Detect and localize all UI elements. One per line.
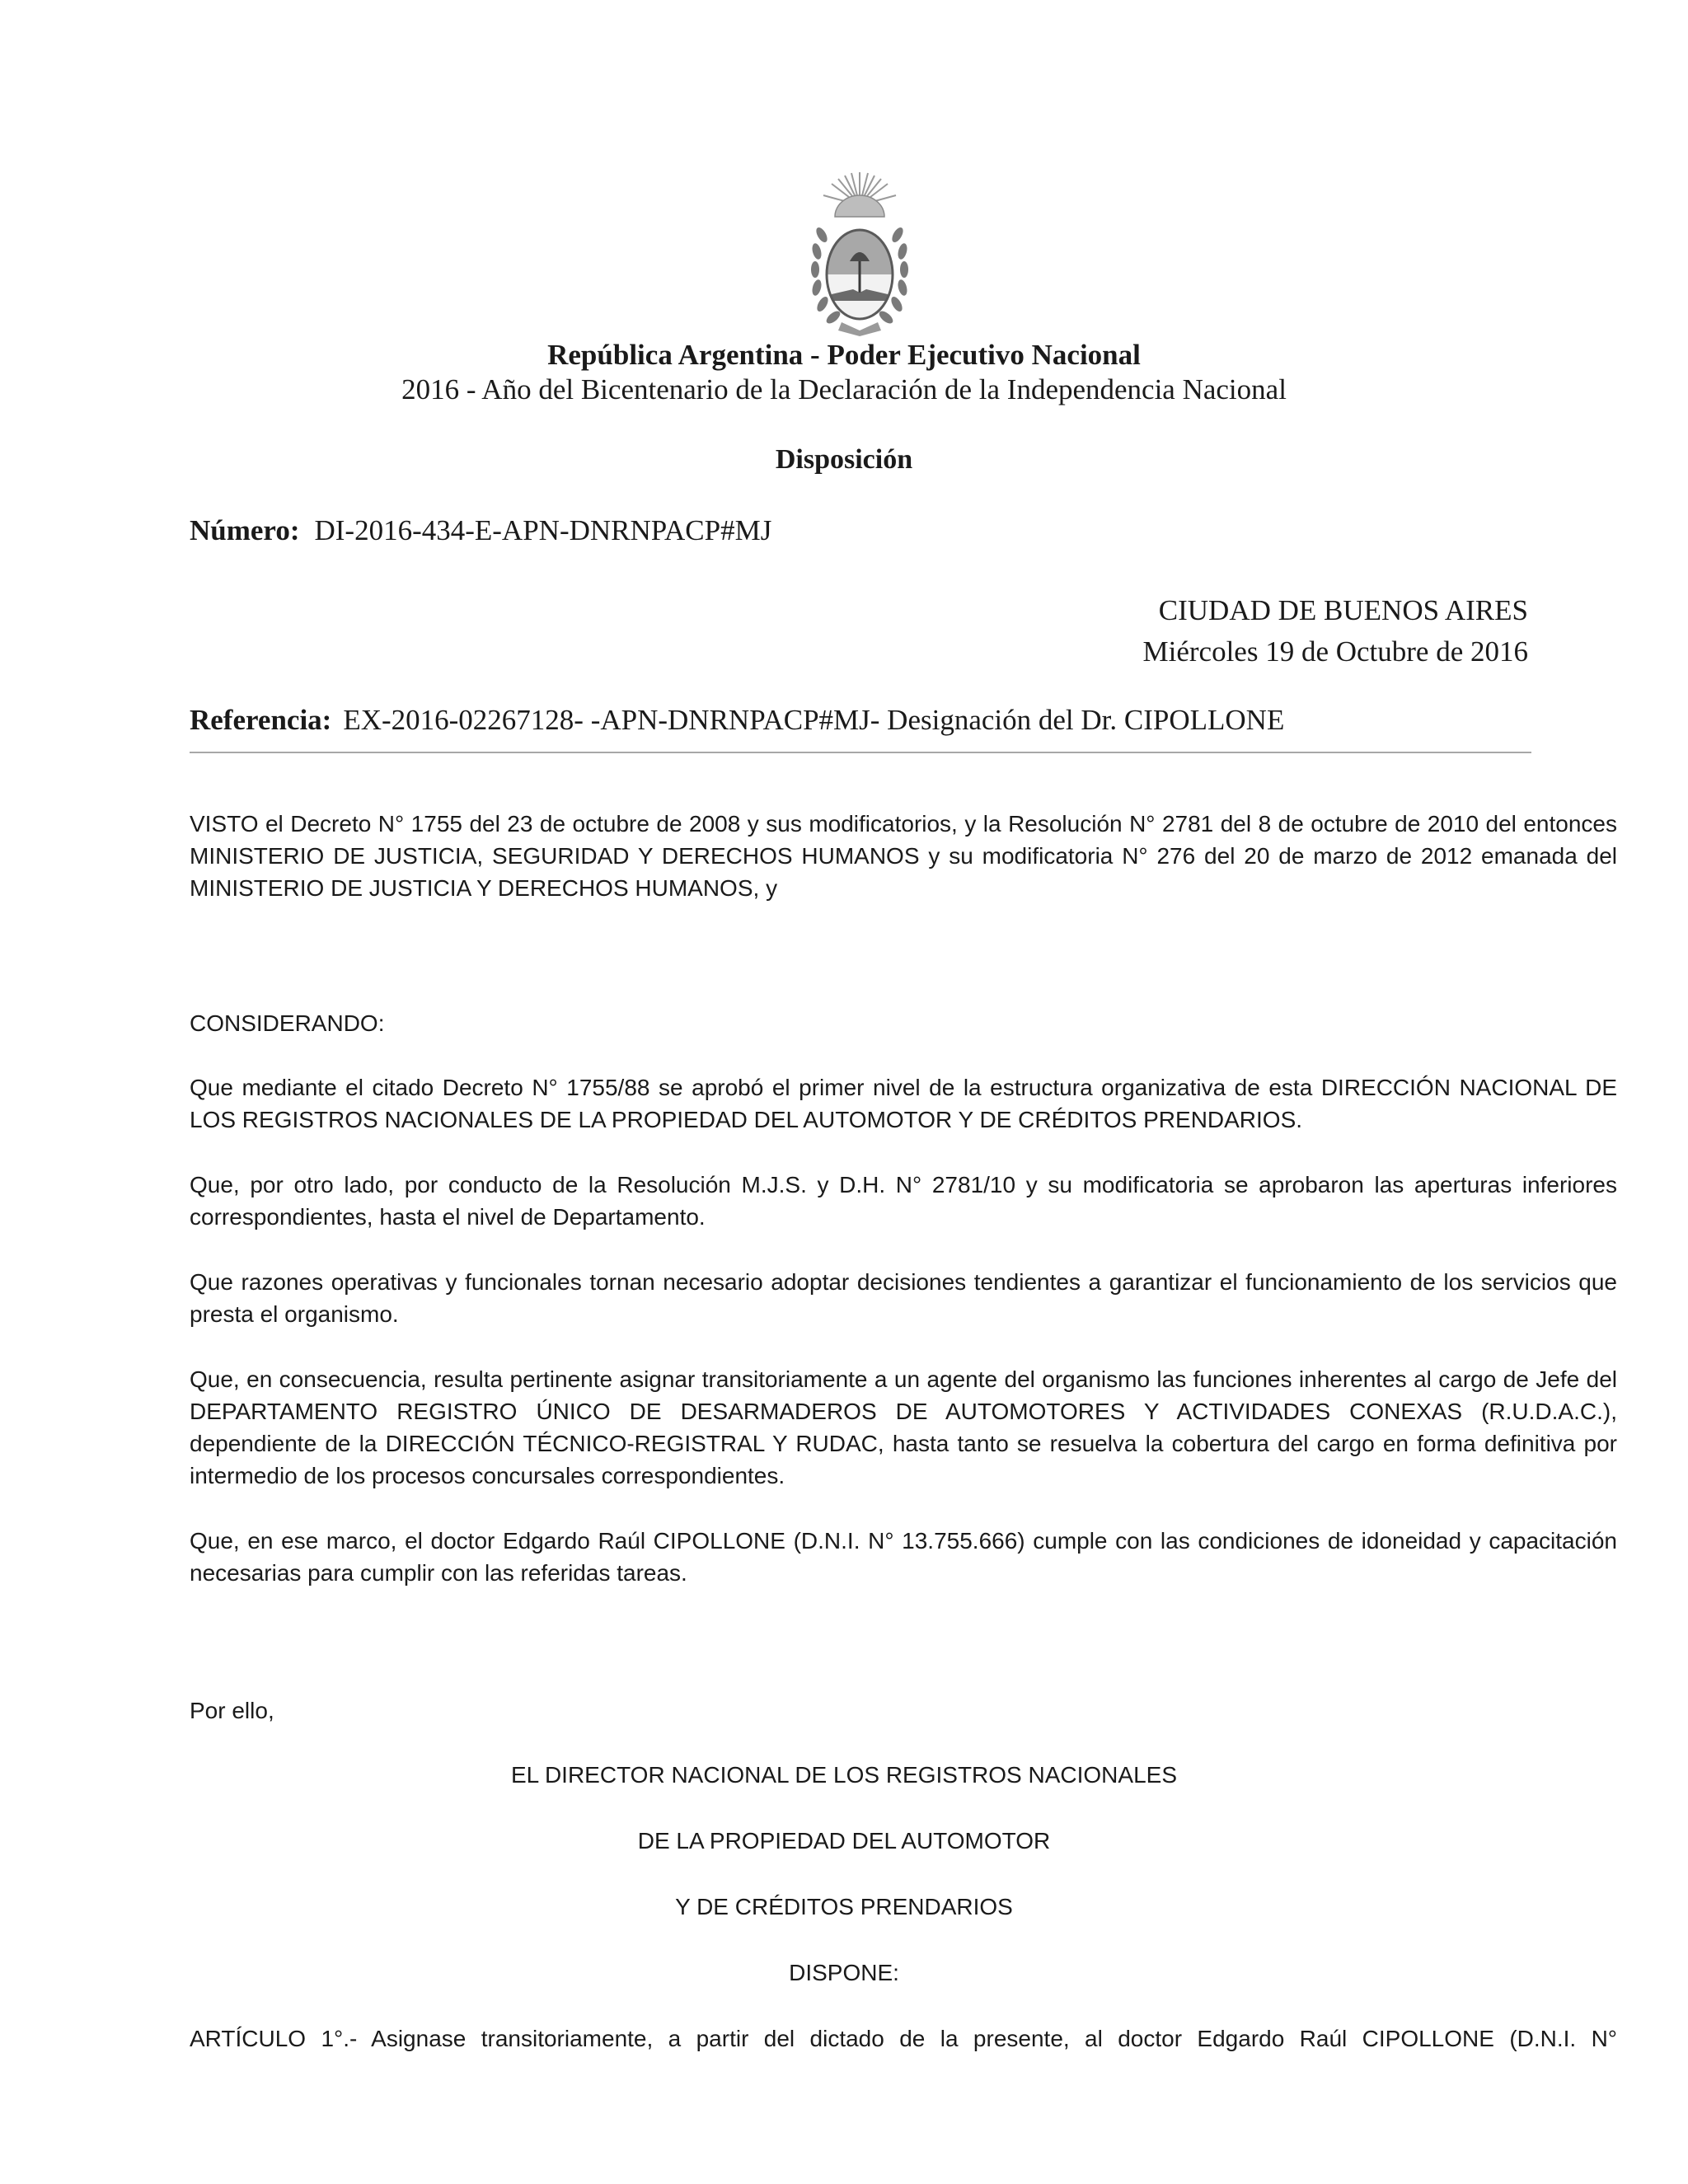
- paragraph-text: Que, en consecuencia, resulta pertinente asignar transitoriamente a un agente del organismo las funciones inherentes al cargo de Jefe del DEPARTAMENTO REGISTRO ÚNICO DE DESARMADEROS DE AUTOMOTORES Y ACTIVIDADES CONEXAS (R.U.D.A.C.), dependiente de la DIRECCIÓN TÉCNICO-REGISTRAL Y RUDAC, hasta tanto se resuelva la cobertura del cargo en forma definitiva por intermedio de los procesos concursales correspondientes.: [190, 1366, 1617, 1488]
- document-header-title: República Argentina - Poder Ejecutivo Nacional: [547, 339, 1141, 371]
- document-number-value: DI-2016-434-E-APN-DNRNPACP#MJ: [314, 514, 772, 546]
- authority-line-2: DE LA PROPIEDAD DEL AUTOMOTOR: [637, 1828, 1051, 1854]
- authority-line-3: Y DE CRÉDITOS PRENDARIOS: [675, 1894, 1013, 1919]
- considerando-paragraph-5: [190, 1525, 1617, 1589]
- authority-line-1: EL DIRECTOR NACIONAL DE LOS REGISTROS NACIONALES: [510, 1762, 1178, 1788]
- document-number-label: Número:: [190, 514, 300, 546]
- por-ello-line: Por ello,: [190, 1698, 274, 1723]
- paragraph-text: Que, por otro lado, por conducto de la Resolución M.J.S. y D.H. N° 2781/10 y su modificatoria se aprobaron las aperturas inferiores correspondientes, hasta el nivel de Departamento.: [190, 1172, 1617, 1230]
- considerando-paragraph-4: [190, 1363, 1617, 1492]
- document-date: Miércoles 19 de Octubre de 2016: [1142, 635, 1528, 668]
- considerando-paragraph-1: [190, 1071, 1617, 1136]
- document-number: [190, 513, 771, 549]
- place-and-date: [1143, 590, 1529, 673]
- articulo-1-text: ARTÍCULO 1°.- Asignase transitoriamente, a partir del dictado de la presente, al doctor Edgardo Raúl CIPOLLONE (D.N.I. N°: [190, 2026, 1617, 2051]
- paragraph-text: Que mediante el citado Decreto N° 1755/88 se aprobó el primer nivel de la estructura organizativa de esta DIRECCIÓN NACIONAL DE LOS REGISTROS NACIONALES DE LA PROPIEDAD DEL AUTOMOTOR Y DE CRÉDITOS PRENDARIOS.: [190, 1075, 1617, 1132]
- considerando-paragraph-3: [190, 1266, 1617, 1330]
- document-type: Disposición: [775, 444, 913, 475]
- considerando-paragraph-2: [190, 1169, 1617, 1233]
- document-header-subtitle: 2016 - Año del Bicentenario de la Declaración de la Independencia Nacional: [401, 373, 1287, 405]
- header-divider: [190, 752, 1531, 753]
- dispone-line: DISPONE:: [789, 1960, 899, 1985]
- articulo-1-paragraph: [190, 2022, 1617, 2055]
- visto-paragraph: [190, 808, 1617, 904]
- document-reference-label: Referencia:: [190, 704, 332, 736]
- paragraph-text: Que, en ese marco, el doctor Edgardo Raúl CIPOLLONE (D.N.I. N° 13.755.666) cumple con las condiciones de idoneidad y capacitación necesarias para cumplir con las referidas tareas.: [190, 1528, 1617, 1586]
- document-reference: [190, 702, 1284, 738]
- paragraph-text: Que razones operativas y funcionales tornan necesario adoptar decisiones tendientes a garantizar el funcionamiento de los servicios que presta el organismo.: [190, 1269, 1617, 1327]
- argentina-coat-of-arms-icon: [802, 169, 917, 338]
- document-reference-value: EX-2016-02267128- -APN-DNRNPACP#MJ- Designación del Dr. CIPOLLONE: [343, 704, 1285, 736]
- considerando-heading: CONSIDERANDO:: [190, 1010, 385, 1036]
- visto-text: VISTO el Decreto N° 1755 del 23 de octubre de 2008 y sus modificatorios, y la Resolución N° 2781 del 8 de octubre de 2010 del entonces MINISTERIO DE JUSTICIA, SEGURIDAD Y DERECHOS HUMANOS y su modificatoria N° 276 del 20 de marzo de 2012 emanada del MINISTERIO DE JUSTICIA Y DERECHOS HUMANOS, y: [190, 811, 1617, 901]
- document-city: CIUDAD DE BUENOS AIRES: [1158, 594, 1528, 626]
